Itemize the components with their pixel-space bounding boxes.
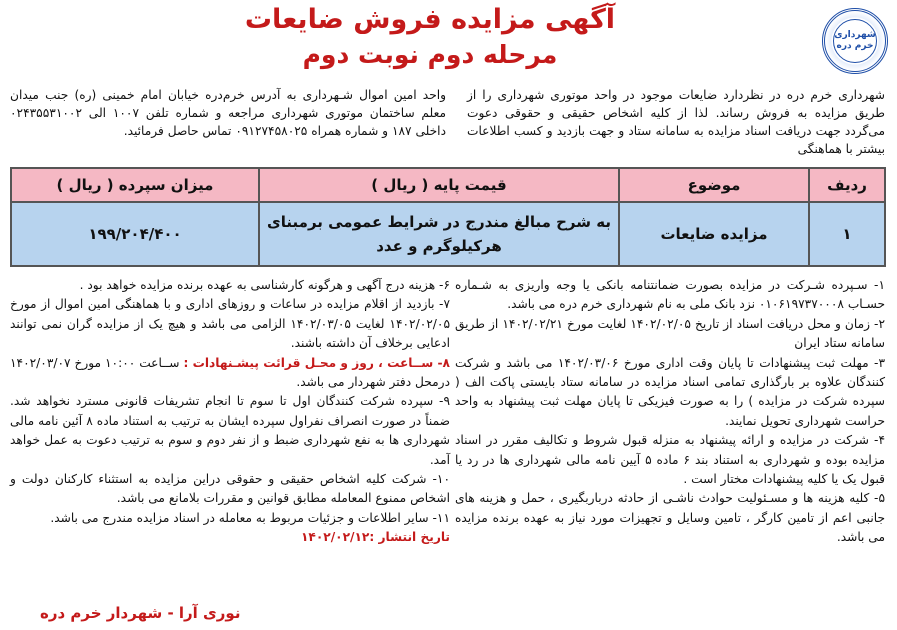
intro-paragraph-right: شهرداری خرم دره در نظردارد ضایعات موجود در واحد موتوری شهرداری را از طریق مزایده به فروش رساند. لذا از کلیه اشخاص حقیقی و حقوقی دعوت می‌گردد جهت دریافت اسناد مزایده به سامانه ستاد و جهت بازدید و کسب اطلاعات بیشتر با هماهنگی — [467, 88, 885, 156]
cell-base-price: به شرح مبالغ مندرج در شرایط عمومی برمبنای هرکیلوگرم و عدد — [259, 202, 619, 266]
header-subject: موضوع — [619, 168, 809, 202]
condition-2: ۲- زمان و محل دریافت اسناد از تاریخ ۱۴۰۲/۰۲/۰۵ لغایت مورخ ۱۴۰۲/۰۲/۲۱ از طریق سامانه ستاد ایران — [455, 316, 885, 351]
municipality-seal-logo — [822, 8, 888, 74]
cell-subject: مزایده ضایعات — [619, 202, 809, 266]
mayor-signature: نوری آرا - شهردار خرم دره — [40, 604, 241, 622]
condition-8 — [10, 354, 450, 393]
cell-deposit: ۱۹۹/۲۰۴/۴۰۰ — [11, 202, 259, 266]
auction-table — [10, 167, 886, 267]
page-title: آگهی مزایده فروش ضایعات — [244, 4, 616, 35]
condition-9: ۹- سپرده شرکت کنندگان اول تا سوم تا انجام تشریفات قانونی مسترد نخواهد شد. ضمناً در صورت انصراف نفراول سپرده ایشان به ترتیب به استناد ماده ۸ آئین نامه مالی شهرداری ها به نفع شهرداری ضبط و از نفر دوم و سوم به ترتیب دعوت به عمل خواهد آمد. — [10, 394, 450, 467]
cell-row-number: ۱ — [809, 202, 885, 266]
condition-1: ۱- سـپرده شـرکت در مزایده بصورت ضمانتنامه بانکی یا وجه واریزی به شـماره حسـاب ۰۱۰۶۱۹۷۳۷۰۰۰۸ نزد بانک ملی به نام شهرداری خرم دره می باشد. — [455, 278, 885, 312]
condition-4: ۴- شرکت در مزایده و ارائه پیشنهاد به منزله قبول شروط و تکالیف مقرر در اسناد مزایده بوده و شهرداری به استناد بند ۶ ماده ۵ آیین نامه مالی شهرداری ها در رد یا قبول یک یا کلیه پیشنهادات مختار است . — [455, 433, 885, 487]
conditions-column-right — [455, 276, 885, 548]
condition-11: ۱۱- سایر اطلاعات و جزئیات مربوط به معامله در اسناد مزایده مندرج می باشد. — [50, 510, 450, 525]
table-row — [11, 202, 885, 266]
condition-10: ۱۰- شرکت کلیه اشخاص حقیقی و حقوقی دراین مزایده به استثناء کارکنان دولت و اشخاص ممنوع المعامله مطابق قوانین و مقررات بلامانع می باشد. — [10, 472, 450, 506]
header-deposit: میزان سپرده ( ریال ) — [11, 168, 259, 202]
condition-8-label: ۸- ســاعت ، روز و محـل قرائت پیشـنهادات : — [183, 355, 450, 370]
publish-date: تاریخ انتشار :۱۴۰۲/۰۲/۱۲ — [300, 530, 450, 545]
condition-6: ۶- هزینه درج آگهی و هرگونه کارشناسی به عهده برنده مزایده خواهد بود . — [79, 278, 450, 292]
condition-8-text: ســاعت ۱۰:۰۰ مورخ ۱۴۰۲/۰۳/۰۷ درمحل دفتر شهردار می باشد. — [10, 355, 450, 390]
header-row-number: ردیف — [809, 168, 885, 202]
seal-text: شهرداری خرم دره — [833, 19, 877, 63]
table-header-row — [11, 168, 885, 202]
condition-7: ۷- بازدید از اقلام مزایده در ساعات و روزهای اداری و با هماهنگی امین اموال از مورخ ۱۴۰۲/۰۲/۰۵ لغایت ۱۴۰۲/۰۳/۰۵ الزامی می باشد و هیچ یک از مزایده گران نمی توانند ادعایی برخلاف آن داشته باشند. — [10, 297, 450, 351]
header-base-price: قیمت پایه ( ریال ) — [259, 168, 619, 202]
condition-5: ۵- کلیه هزینه ها و مسـئولیت حوادث ناشـی از حادثه درباربگیری ، حمل و هزینه های جانبی اعم از تامین کارگر ، تامین وسایل و تجهیزات مورد نیاز به عهده برنده مزایده می باشد. — [455, 491, 885, 545]
conditions-column-left — [10, 276, 450, 548]
intro-paragraph-left: واحد امین اموال شـهرداری به آدرس خرم‌دره خیابان امام خمینی (ره) جنب میدان معلم ساختمان موتوری شهرداری مراجعه و شماره تلفن ۱۰۰۷ الی ۰۲۴۳۵۵۳۱۰۰۲ داخلی ۱۸۷ و شماره همراه ۰۹۱۲۷۴۵۸۰۲۵ تماس حاصل فرمائید. — [10, 88, 446, 138]
page-subtitle: مرحله دوم نوبت دوم — [302, 40, 558, 69]
condition-3: ۳- مهلت ثبت پیشنهادات تا پایان وقت اداری مورخ ۱۴۰۲/۰۳/۰۶ می باشد و شرکت کنندگان علاوه بر بارگذاری تمامی اسناد مزایده در سامانه ستاد بایستی پاکت الف ( سپرده شرکت در مزایده ) را به صورت فیزیکی تا پایان مهلت ثبت پیشنهاد به واحد حراست شهرداری تحویل نمایند. — [455, 355, 885, 428]
